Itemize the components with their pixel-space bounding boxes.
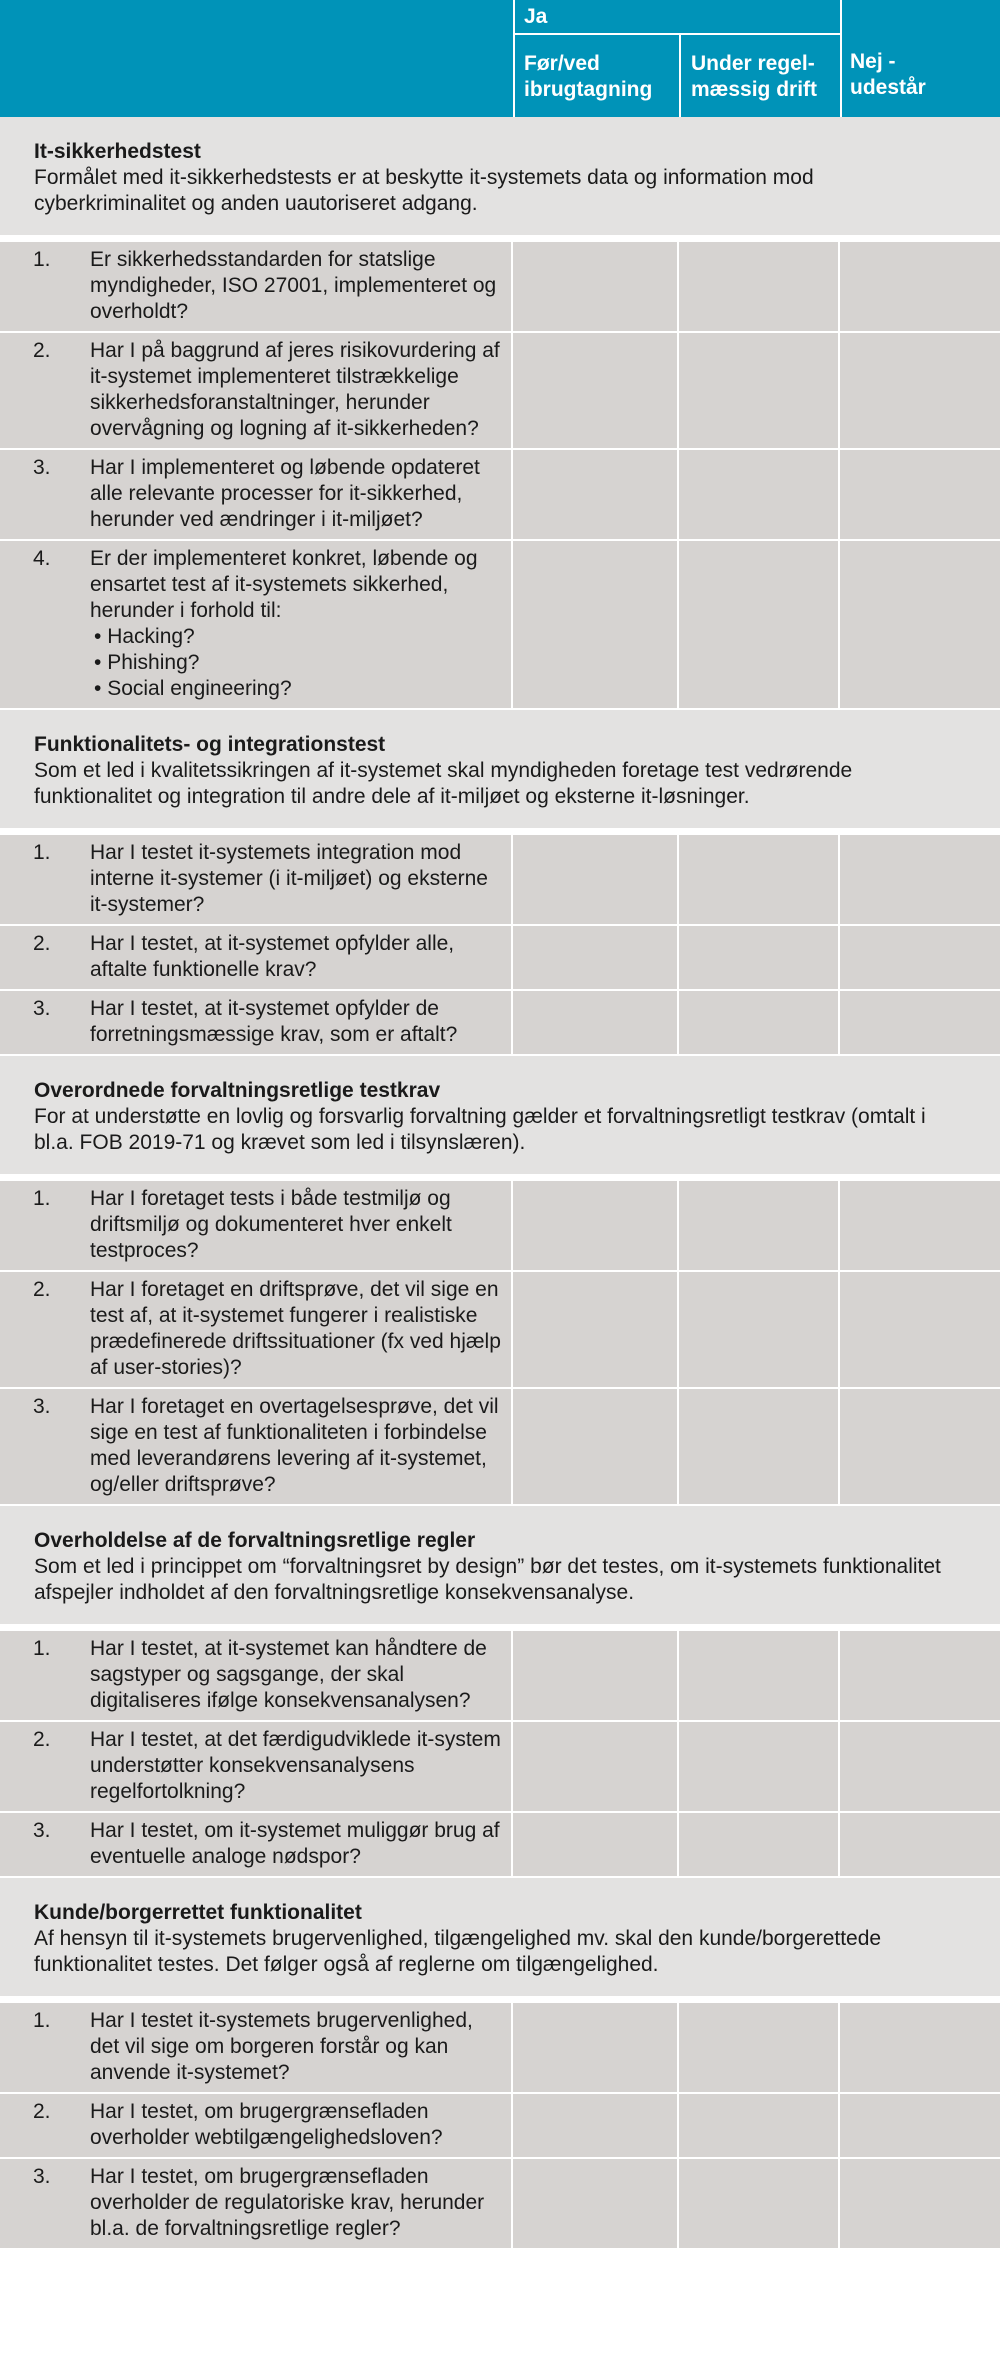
- question-number: 4.: [33, 547, 51, 570]
- header-divider: [840, 0, 842, 117]
- answer-cell-regular-operation[interactable]: [679, 1813, 840, 1876]
- answer-cell-regular-operation[interactable]: [679, 1722, 840, 1811]
- question-row: [0, 242, 1000, 333]
- answer-cell-not-done[interactable]: [840, 2003, 1000, 2092]
- section-separator: [0, 1624, 1000, 1631]
- header-ja: Ja: [524, 5, 548, 28]
- answer-cell-not-done[interactable]: [840, 926, 1000, 989]
- question-text-block: [90, 1394, 501, 1498]
- header-divider: [513, 33, 840, 35]
- answer-cell-before-deployment[interactable]: [513, 1813, 679, 1876]
- section-header: [0, 1878, 1000, 1996]
- answer-cell-not-done[interactable]: [840, 1813, 1000, 1876]
- question-number: 1.: [33, 841, 51, 864]
- question-cell: [0, 2094, 513, 2157]
- answer-cell-regular-operation[interactable]: [679, 991, 840, 1054]
- question-number: 3.: [33, 1395, 51, 1418]
- question-number: 2.: [33, 2100, 51, 2123]
- question-text: Har I testet, om brugergrænsefladen overholder webtilgængelighedsloven?: [90, 2100, 443, 2149]
- section-header: [0, 710, 1000, 828]
- question-text-block: [90, 931, 501, 983]
- question-cell: [0, 2003, 513, 2092]
- question-number: 3.: [33, 2165, 51, 2188]
- answer-cell-not-done[interactable]: [840, 835, 1000, 924]
- answer-cell-before-deployment[interactable]: [513, 242, 679, 331]
- question-row: [0, 991, 1000, 1056]
- answer-cell-before-deployment[interactable]: [513, 835, 679, 924]
- bullet-item: • Hacking?: [94, 624, 501, 650]
- answer-cell-before-deployment[interactable]: [513, 2159, 679, 2248]
- answer-cell-before-deployment[interactable]: [513, 450, 679, 539]
- header-divider: [679, 34, 681, 117]
- question-cell: [0, 1389, 513, 1504]
- question-text-block: [90, 546, 501, 702]
- answer-cell-not-done[interactable]: [840, 1389, 1000, 1504]
- section-description: For at understøtte en lovlig og forsvarlig forvaltning gælder et forvaltningsretligt testkrav (omtalt i bl.a. FOB 2019-71 og krævet som led i tilsynslæren).: [34, 1105, 926, 1154]
- answer-cell-regular-operation[interactable]: [679, 541, 840, 708]
- table-header: [0, 0, 1000, 117]
- answer-cell-not-done[interactable]: [840, 1181, 1000, 1270]
- question-number: 3.: [33, 1819, 51, 1842]
- question-cell: [0, 541, 513, 708]
- bullet-item: • Social engineering?: [94, 676, 501, 702]
- section-title: It-sikkerhedstest: [34, 140, 201, 163]
- question-number: 3.: [33, 997, 51, 1020]
- question-text: Har I testet it-systemets brugervenlighed, det vil sige om borgeren forstår og kan anvende it-systemet?: [90, 2009, 473, 2084]
- section-header: [0, 117, 1000, 235]
- question-cell: [0, 1631, 513, 1720]
- answer-cell-regular-operation[interactable]: [679, 2094, 840, 2157]
- header-regular-operation: Under regel- mæssig drift: [691, 52, 818, 101]
- answer-cell-before-deployment[interactable]: [513, 2094, 679, 2157]
- answer-cell-regular-operation[interactable]: [679, 450, 840, 539]
- answer-cell-not-done[interactable]: [840, 242, 1000, 331]
- question-cell: [0, 835, 513, 924]
- question-row: [0, 835, 1000, 926]
- section-description: Som et led i kvalitetssikringen af it-systemet skal myndigheden foretage test vedrørende funktionalitet og integration til andre dele af it-miljøet og eksterne it-løsninger.: [34, 759, 853, 808]
- answer-cell-regular-operation[interactable]: [679, 926, 840, 989]
- section-description: Som et led i princippet om “forvaltningsret by design” bør det testes, om it-systemets funktionalitet afspejler indholdet af den forvaltningsretlige konsekvensanalyse.: [34, 1555, 941, 1604]
- answer-cell-regular-operation[interactable]: [679, 333, 840, 448]
- question-text: Har I testet, at it-systemet kan håndtere de sagstyper og sagsgange, der skal digitaliseres ifølge konsekvensanalysen?: [90, 1637, 487, 1712]
- answer-cell-before-deployment[interactable]: [513, 541, 679, 708]
- question-number: 1.: [33, 2009, 51, 2032]
- question-row: [0, 2003, 1000, 2094]
- answer-cell-not-done[interactable]: [840, 991, 1000, 1054]
- question-number: 2.: [33, 932, 51, 955]
- question-row: [0, 1631, 1000, 1722]
- answer-cell-before-deployment[interactable]: [513, 1631, 679, 1720]
- answer-cell-regular-operation[interactable]: [679, 242, 840, 331]
- answer-cell-not-done[interactable]: [840, 450, 1000, 539]
- answer-cell-before-deployment[interactable]: [513, 1389, 679, 1504]
- question-text: Har I testet, at det færdigudviklede it-system understøtter konsekvensanalysens regelfortolkning?: [90, 1728, 501, 1803]
- question-row: [0, 2159, 1000, 2250]
- question-row: [0, 450, 1000, 541]
- question-text: Har I testet, at it-systemet opfylder alle, aftalte funktionelle krav?: [90, 932, 455, 981]
- question-text-block: [90, 840, 501, 918]
- answer-cell-before-deployment[interactable]: [513, 991, 679, 1054]
- section-title: Overordnede forvaltningsretlige testkrav: [34, 1079, 441, 1102]
- answer-cell-before-deployment[interactable]: [513, 1272, 679, 1387]
- answer-cell-before-deployment[interactable]: [513, 2003, 679, 2092]
- question-text: Har I testet, at it-systemet opfylder de forretningsmæssige krav, som er aftalt?: [90, 997, 458, 1046]
- question-cell: [0, 1722, 513, 1811]
- checklist-body: [0, 117, 1000, 2250]
- question-row: [0, 541, 1000, 710]
- question-row: [0, 1813, 1000, 1878]
- question-row: [0, 926, 1000, 991]
- answer-cell-not-done[interactable]: [840, 541, 1000, 708]
- question-text: Har I testet, om it-systemet muliggør brug af eventuelle analoge nødspor?: [90, 1819, 500, 1868]
- question-text-block: [90, 996, 501, 1048]
- question-text-block: [90, 2164, 501, 2242]
- question-cell: [0, 450, 513, 539]
- question-text-block: [90, 338, 501, 442]
- question-text: Har I foretaget en driftsprøve, det vil sige en test af, at it-systemet fungerer i realistiske prædefinerede driftssituationer (fx ved hjælp af user-stories)?: [90, 1278, 501, 1379]
- answer-cell-before-deployment[interactable]: [513, 926, 679, 989]
- section-separator: [0, 1174, 1000, 1181]
- question-text-block: [90, 2008, 501, 2086]
- question-number: 1.: [33, 1637, 51, 1660]
- section-separator: [0, 828, 1000, 835]
- question-text-block: [90, 1818, 501, 1870]
- question-cell: [0, 333, 513, 448]
- question-text-block: [90, 1727, 501, 1805]
- question-cell: [0, 1813, 513, 1876]
- question-text-block: [90, 455, 501, 533]
- answer-cell-not-done[interactable]: [840, 1722, 1000, 1811]
- answer-cell-not-done[interactable]: [840, 1631, 1000, 1720]
- answer-cell-regular-operation[interactable]: [679, 1181, 840, 1270]
- section-description: Af hensyn til it-systemets brugervenlighed, tilgængelighed mv. skal den kunde/borgerettede funktionalitet testes. Det følger også af reglerne om tilgængelighed.: [34, 1927, 882, 1976]
- section-header: [0, 1506, 1000, 1624]
- answer-cell-not-done[interactable]: [840, 333, 1000, 448]
- question-text-block: [90, 1636, 501, 1714]
- section-separator: [0, 1996, 1000, 2003]
- section-title: Overholdelse af de forvaltningsretlige regler: [34, 1529, 476, 1552]
- section-separator: [0, 235, 1000, 242]
- question-number: 2.: [33, 339, 51, 362]
- question-number: 1.: [33, 1187, 51, 1210]
- question-text: Er sikkerhedsstandarden for statslige myndigheder, ISO 27001, implementeret og overholdt?: [90, 248, 497, 323]
- question-number: 3.: [33, 456, 51, 479]
- header-before-deployment: Før/ved ibrugtagning: [524, 52, 653, 101]
- section-title: Kunde/borgerrettet funktionalitet: [34, 1901, 362, 1924]
- answer-cell-not-done[interactable]: [840, 1272, 1000, 1387]
- question-text: Har I testet it-systemets integration mod interne it-systemer (i it-miljøet) og eksterne it-systemer?: [90, 841, 488, 916]
- question-cell: [0, 991, 513, 1054]
- answer-cell-regular-operation[interactable]: [679, 1631, 840, 1720]
- question-text-block: [90, 1277, 501, 1381]
- section-description: Formålet med it-sikkerhedstests er at beskytte it-systemets data og information mod cyberkriminalitet og anden uautoriseret adgang.: [34, 166, 814, 215]
- question-cell: [0, 2159, 513, 2248]
- question-row: [0, 333, 1000, 450]
- question-cell: [0, 926, 513, 989]
- answer-cell-regular-operation[interactable]: [679, 835, 840, 924]
- question-row: [0, 1722, 1000, 1813]
- bullet-item: • Phishing?: [94, 650, 501, 676]
- header-not-done: Nej - udestår: [850, 50, 926, 99]
- header-divider: [513, 0, 515, 117]
- question-text-block: [90, 1186, 501, 1264]
- question-text-block: [90, 2099, 501, 2151]
- answer-cell-regular-operation[interactable]: [679, 2159, 840, 2248]
- question-text: Har I testet, om brugergrænsefladen overholder de regulatoriske krav, herunder bl.a. de forvaltningsretlige regler?: [90, 2165, 485, 2240]
- answer-cell-before-deployment[interactable]: [513, 1722, 679, 1811]
- answer-cell-before-deployment[interactable]: [513, 1181, 679, 1270]
- section-title: Funktionalitets- og integrationstest: [34, 733, 386, 756]
- question-cell: [0, 1181, 513, 1270]
- section-header: [0, 1056, 1000, 1174]
- question-text: Har I på baggrund af jeres risikovurdering af it-systemet implementeret tilstrækkelige sikkerhedsforanstaltninger, herunder overvågning og logning af it-sikkerheden?: [90, 339, 500, 440]
- answer-cell-regular-operation[interactable]: [679, 2003, 840, 2092]
- question-number: 1.: [33, 248, 51, 271]
- question-text: Har I foretaget tests i både testmiljø og driftsmiljø og dokumenteret hver enkelt testproces?: [90, 1187, 452, 1262]
- answer-cell-not-done[interactable]: [840, 2094, 1000, 2157]
- answer-cell-regular-operation[interactable]: [679, 1272, 840, 1387]
- question-row: [0, 1389, 1000, 1506]
- question-cell: [0, 1272, 513, 1387]
- question-row: [0, 1181, 1000, 1272]
- question-text-block: [90, 247, 501, 325]
- question-number: 2.: [33, 1278, 51, 1301]
- answer-cell-regular-operation[interactable]: [679, 1389, 840, 1504]
- answer-cell-before-deployment[interactable]: [513, 333, 679, 448]
- question-text: Har I foretaget en overtagelsesprøve, det vil sige en test af funktionaliteten i forbindelse med leverandørens levering af it-systemet, og/eller driftsprøve?: [90, 1395, 499, 1496]
- answer-cell-not-done[interactable]: [840, 2159, 1000, 2248]
- question-text: Er der implementeret konkret, løbende og ensartet test af it-systemets sikkerhed, herunder i forhold til:: [90, 547, 478, 622]
- question-row: [0, 2094, 1000, 2159]
- question-number: 2.: [33, 1728, 51, 1751]
- question-row: [0, 1272, 1000, 1389]
- question-cell: [0, 242, 513, 331]
- bullet-list: [90, 624, 501, 702]
- question-text: Har I implementeret og løbende opdateret alle relevante processer for it-sikkerhed, herunder ved ændringer i it-miljøet?: [90, 456, 480, 531]
